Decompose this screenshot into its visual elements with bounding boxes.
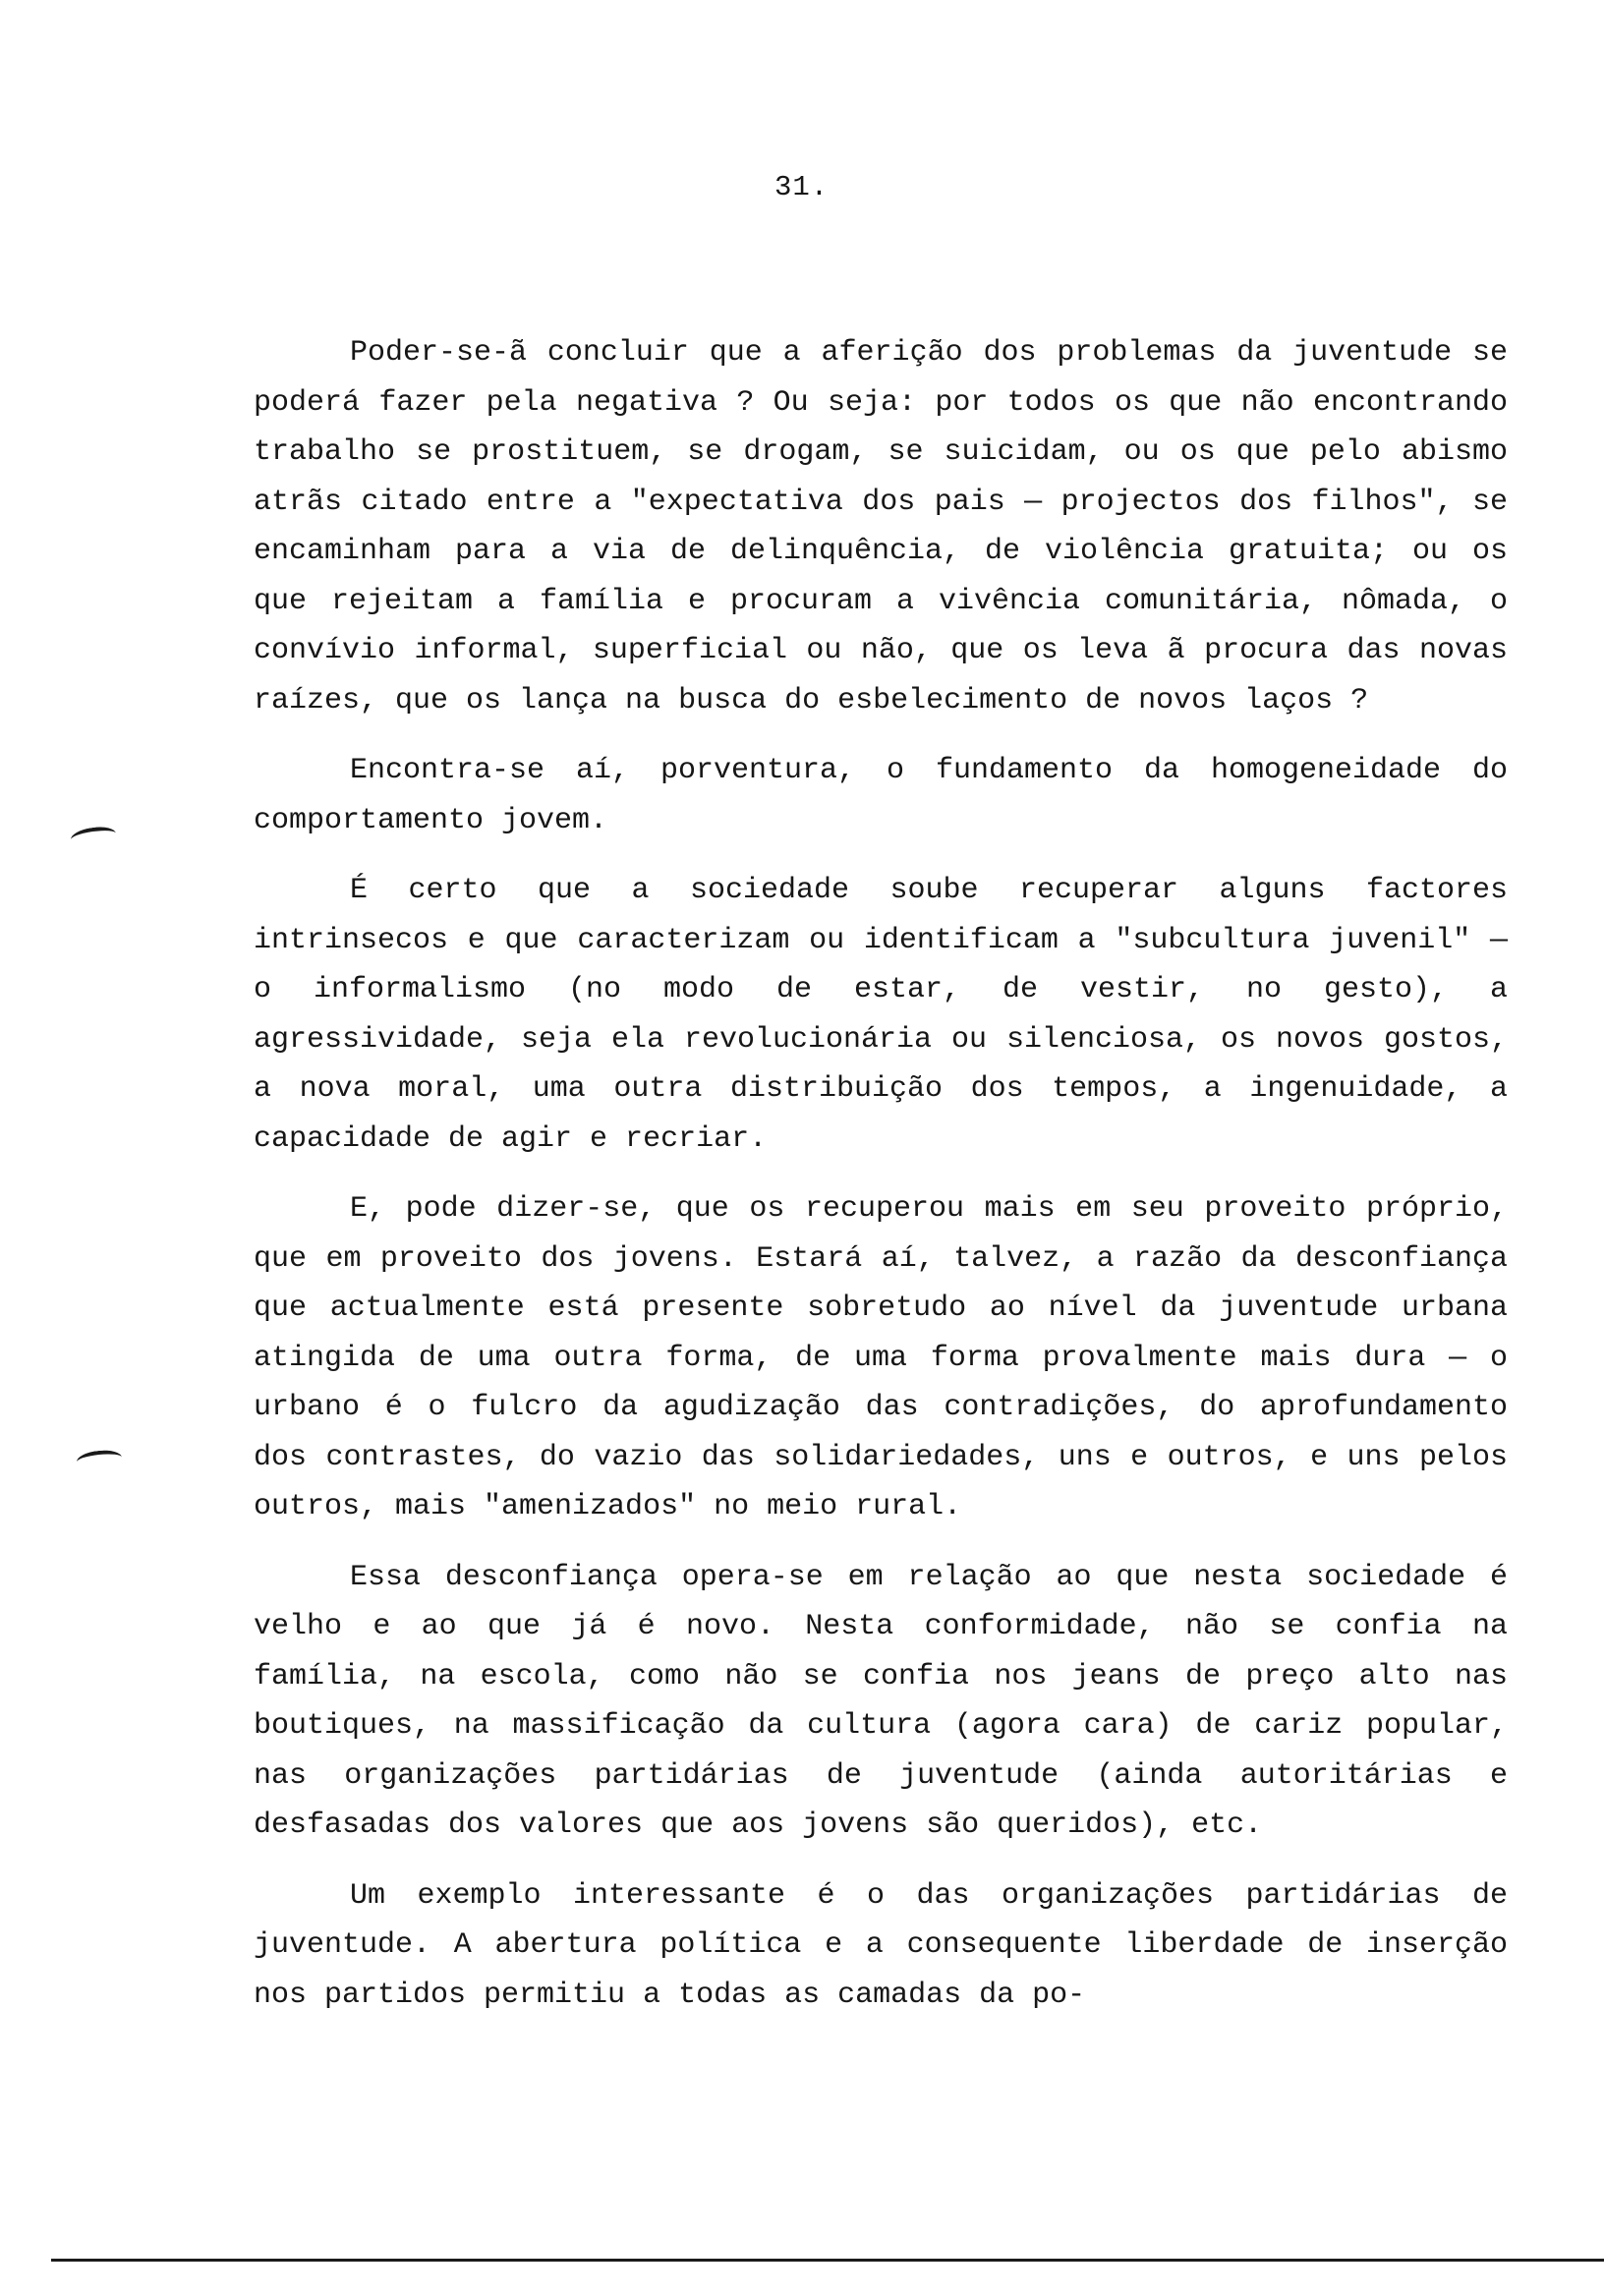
paragraph: É certo que a sociedade soube recuperar alguns factores intrinsecos e que caracterizam ou identificam a "subcultura juvenil" — o informalismo (no modo de estar, de vestir, no gesto), a agressividade, seja ela revolucionária ou silenciosa, os novos gostos, a nova moral, uma outra distribuição dos tempos, a ingenuidade, a capacidade de agir e recriar.: [254, 874, 1508, 1156]
margin-mark: [70, 825, 117, 848]
paragraph: E, pode dizer-se, que os recuperou mais em seu proveito próprio, que em proveito dos jovens. Estará aí, talvez, a razão da desconfiança que actualmente está presente sobretudo ao nível da juventude urbana atingida de uma outra forma, de uma forma provalmente mais dura — o urbano é o fulcro da agudização das contradições, do aprofundamento dos contrastes, do vazio das solidariedades, uns e outros, e uns pelos outros, mais "amenizados" no meio rural.: [254, 1192, 1508, 1523]
margin-mark: [76, 1449, 123, 1471]
paragraph: Um exemplo interessante é o das organizações partidárias de juventude. A abertura política e a consequente liberdade de inserção nos partidos permitiu a todas as camadas da po-: [254, 1878, 1508, 2012]
bottom-rule: [51, 2259, 1604, 2262]
paragraph: Encontra-se aí, porventura, o fundamento da homogeneidade do comportamento jovem.: [254, 754, 1508, 837]
body-text: [254, 328, 1508, 2040]
paragraph: Poder-se-ã concluir que a aferição dos problemas da juventude se poderá fazer pela negativa ? Ou seja: por todos os que não encontrando trabalho se prostituem, se drogam, se suicidam, ou os que pelo abismo atrãs citado entre a "expectativa dos pais — projectos dos filhos", se encaminham para a via de delinquência, de violência gratuita; ou os que rejeitam a família e procuram a vivência comunitária, nômada, o convívio informal, superficial ou não, que os leva ã procura das novas raízes, que os lança na busca do esbelecimento de novos laços ?: [254, 336, 1508, 718]
paragraph: Essa desconfiança opera-se em relação ao que nesta sociedade é velho e ao que já é novo. Nesta conformidade, não se confia na família, na escola, como não se confia nos jeans de preço alto nas boutiques, na massificação da cultura (agora cara) de cariz popular, nas organizações partidárias de juventude (ainda autoritárias e desfasadas dos valores que aos jovens são queridos), etc.: [254, 1560, 1508, 1842]
page-number: 31.: [774, 171, 830, 203]
